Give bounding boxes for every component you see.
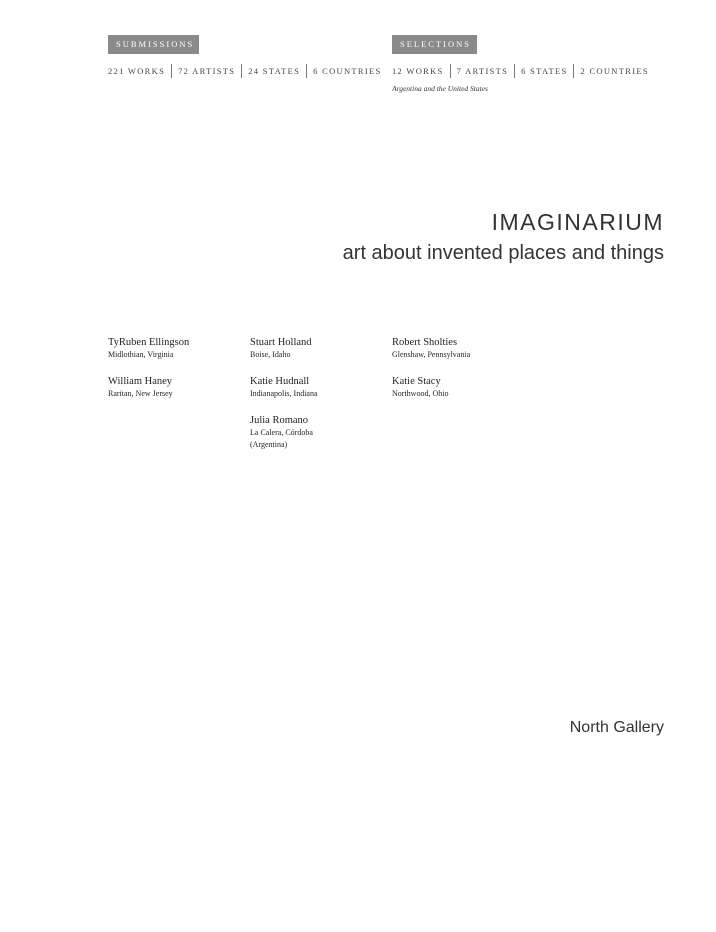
submissions-tag — [108, 35, 199, 54]
artist-name: William Haney — [108, 376, 173, 387]
artist-name: Stuart Holland — [250, 337, 312, 348]
artist-entry — [108, 375, 248, 400]
submissions-countries: 6 COUNTRIES — [306, 64, 387, 78]
selections-countries: 2 COUNTRIES — [573, 64, 654, 78]
selections-countries-note: Argentina and the United States — [392, 84, 488, 93]
submissions-works: 221 WORKS — [108, 66, 166, 76]
artist-location: Indianapolis, Indiana — [250, 389, 318, 398]
artist-entry — [392, 375, 532, 400]
artist-country: (Argentina) — [250, 440, 288, 449]
submissions-artists: 72 ARTISTS — [171, 64, 241, 78]
selections-states: 6 STATES — [514, 64, 573, 78]
artist-entry — [250, 336, 390, 361]
artist-entry — [108, 336, 248, 361]
selections-tag — [392, 35, 477, 54]
artist-location: Glenshaw, Pennsylvania — [392, 350, 471, 359]
artist-location: Midlothian, Virginia — [108, 350, 174, 359]
submissions-tag-label: SUBMISSIONS — [116, 39, 195, 49]
gallery-name: North Gallery — [569, 719, 664, 736]
artist-name: Katie Hudnall — [250, 376, 310, 387]
artist-entry — [250, 375, 390, 400]
selections-works: 12 WORKS — [392, 66, 444, 76]
submissions-stats — [108, 63, 388, 79]
selections-stats — [392, 63, 655, 79]
exhibition-title: IMAGINARIUM — [491, 209, 664, 235]
artist-name: Robert Sholties — [392, 337, 458, 348]
artist-entry — [392, 336, 532, 361]
artist-location: Northwood, Ohio — [392, 389, 449, 398]
exhibition-subtitle: art about invented places and things — [342, 242, 664, 264]
artist-name: TyRuben Ellingson — [108, 337, 190, 348]
artist-name: Katie Stacy — [392, 376, 441, 387]
selections-tag-label: SELECTIONS — [400, 39, 471, 49]
submissions-states: 24 STATES — [241, 64, 306, 78]
artist-name: Julia Romano — [250, 415, 309, 426]
artist-location: La Calera, Córdoba — [250, 428, 313, 437]
artist-entry — [250, 414, 390, 451]
artist-location: Boise, Idaho — [250, 350, 291, 359]
selections-artists: 7 ARTISTS — [450, 64, 515, 78]
artist-location: Raritan, New Jersey — [108, 389, 173, 398]
